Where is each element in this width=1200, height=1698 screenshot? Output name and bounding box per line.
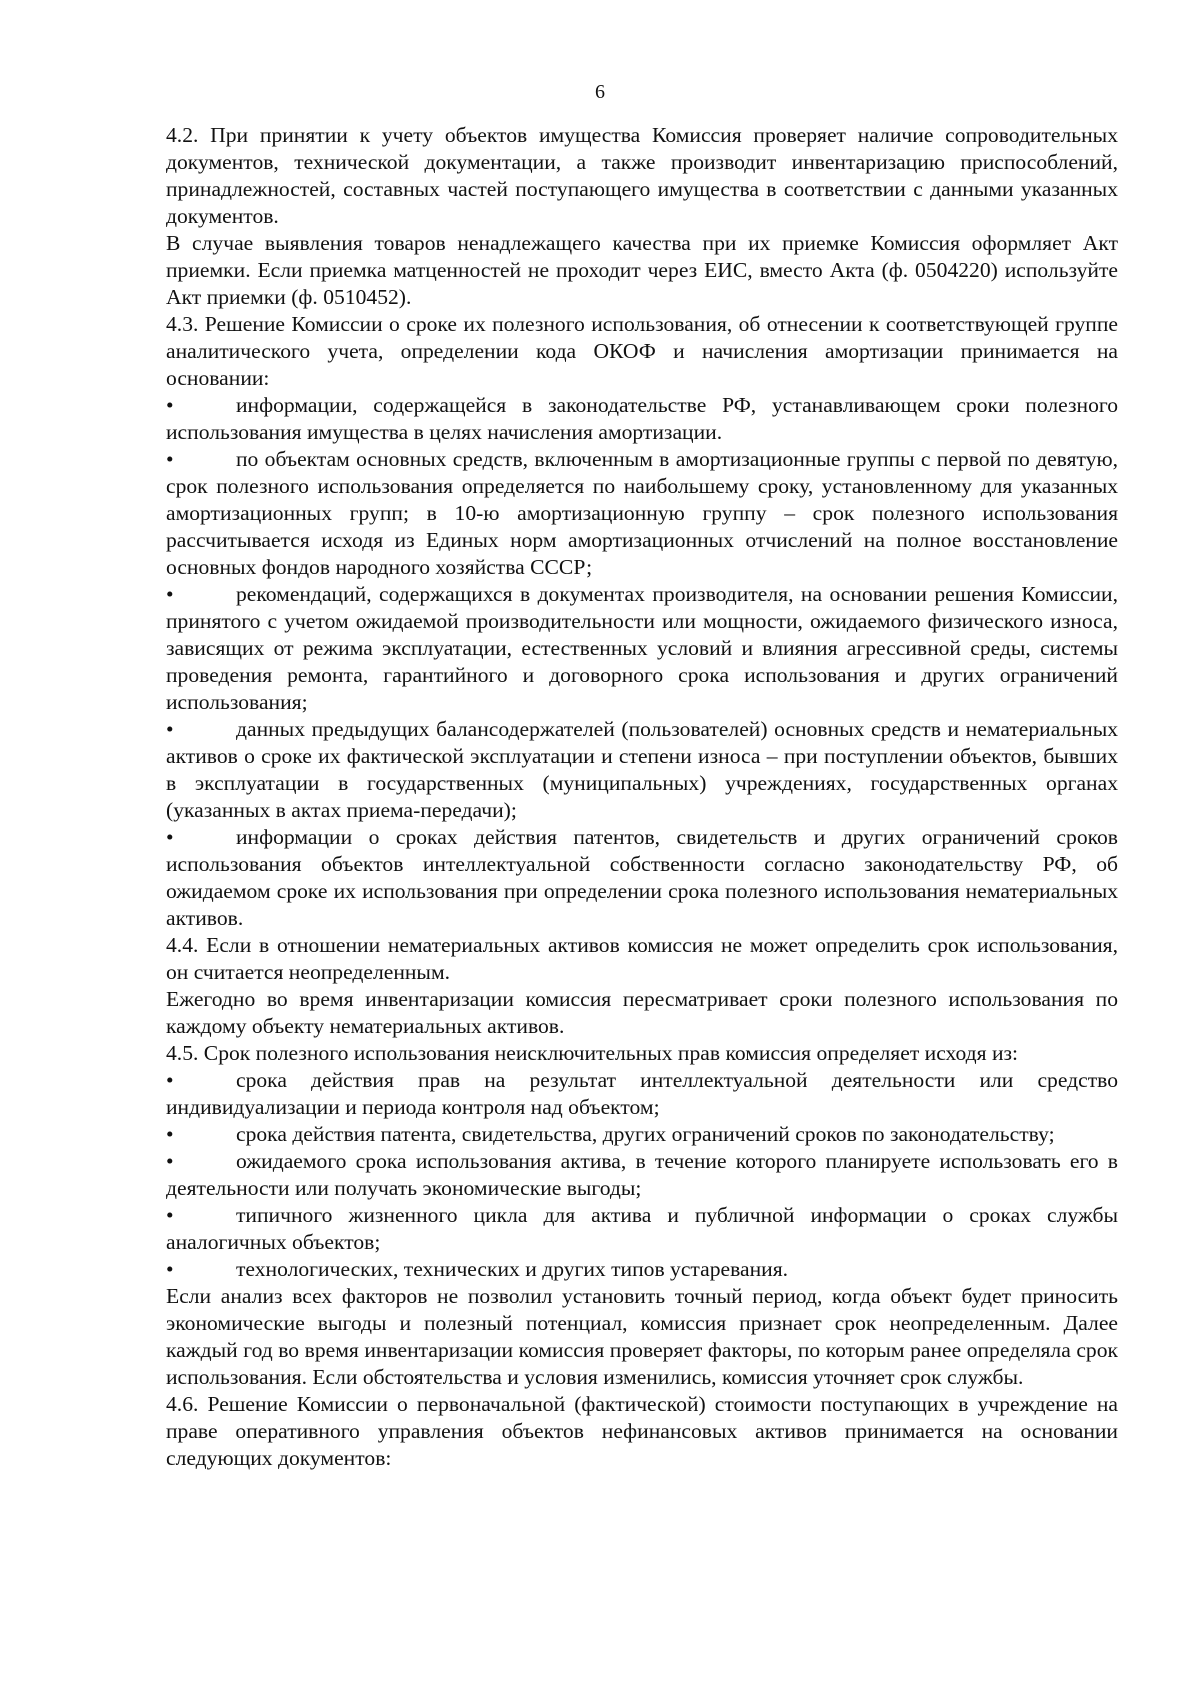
bullet-text: информации о сроках действия патентов, свидетельств и других ограничений сроков использования объектов интеллектуальной собственности согласно законодательству РФ, об ожидаемом сроке их использования при определении срока полезного использования нематериальных активов. [166,825,1118,930]
bullet-item [166,1202,1118,1256]
paragraph: В случае выявления товаров ненадлежащего качества при их приемке Комиссия оформляет Акт приемки. Если приемка матценностей не проходит через ЕИС, вместо Акта (ф. 0504220) используйте Акт приемки (ф. 0510452). [166,231,1118,309]
paragraph: 4.3. Решение Комиссии о сроке их полезного использования, об отнесении к соответствующей группе аналитического учета, определении кода ОКОФ и начисления амортизации принимается на основании: [166,312,1118,390]
bullet-text: по объектам основных средств, включенным в амортизационные группы с первой по девятую, срок полезного использования определяется по наибольшему сроку, установленному для указанных амортизационных групп; в 10-ю амортизационную группу – срок полезного использования рассчитывается исходя из Единых норм амортизационных отчислений на полное восстановление основных фондов народного хозяйства СССР; [166,447,1118,579]
bullet-marker: • [166,1257,174,1281]
bullet-text: рекомендаций, содержащихся в документах производителя, на основании решения Комиссии, принятого с учетом ожидаемой производительности или мощности, ожидаемого физического износа, зависящих от режима эксплуатации, естественных условий и влияния агрессивной среды, системы проведения ремонта, гарантийного и договорного срока использования и других ограничений использования; [166,582,1118,714]
paragraph: 4.6. Решение Комиссии о первоначальной (фактической) стоимости поступающих в учреждение на праве оперативного управления объектов нефинансовых активов принимается на основании следующих документов: [166,1392,1118,1470]
bullet-marker: • [166,1149,174,1173]
paragraph: Если анализ всех факторов не позволил установить точный период, когда объект будет приносить экономические выгоды и полезный потенциал, комиссия признает срок неопределенным. Далее каждый год во время инвентаризации комиссия проверяет факторы, по которым ранее определяла срок использования. Если обстоятельства и условия изменились, комиссия уточняет срок службы. [166,1284,1118,1389]
bullet-marker: • [166,447,174,471]
bullet-item [166,1121,1118,1148]
bullet-text: технологических, технических и других типов устаревания. [236,1257,789,1281]
bullet-marker: • [166,1203,174,1227]
paragraph: Ежегодно во время инвентаризации комиссия пересматривает сроки полезного использования по каждому объекту нематериальных активов. [166,987,1118,1038]
bullet-marker: • [166,582,174,606]
bullet-text: данных предыдущих балансодержателей (пользователей) основных средств и нематериальных активов о сроке их фактической эксплуатации и степени износа – при поступлении объектов, бывших в эксплуатации в государственных (муниципальных) учреждениях, государственных органах (указанных в актах приема-передачи); [166,717,1118,822]
bullet-text: срока действия патента, свидетельства, других ограничений сроков по законодательству; [236,1122,1055,1146]
bullet-text: ожидаемого срока использования актива, в течение которого планируете использовать его в деятельности или получать экономические выгоды; [166,1149,1118,1200]
bullet-item [166,392,1118,446]
bullet-item [166,716,1118,824]
bullet-item [166,1148,1118,1202]
bullet-text: информации, содержащейся в законодательстве РФ, устанавливающем сроки полезного использования имущества в целях начисления амортизации. [166,393,1118,444]
bullet-marker: • [166,1068,174,1092]
bullet-marker: • [166,717,174,741]
paragraph: 4.4. Если в отношении нематериальных активов комиссия не может определить срок использования, он считается неопределенным. [166,933,1118,984]
document-body [166,122,1118,1472]
bullet-marker: • [166,393,174,417]
bullet-marker: • [166,825,174,849]
page-number: 6 [595,81,605,103]
bullet-text: типичного жизненного цикла для актива и публичной информации о сроках службы аналогичных объектов; [166,1203,1118,1254]
bullet-marker: • [166,1122,174,1146]
bullet-item [166,1256,1118,1283]
bullet-text: срока действия прав на результат интеллектуальной деятельности или средство индивидуализации и периода контроля над объектом; [166,1068,1118,1119]
paragraph: 4.5. Срок полезного использования неисключительных прав комиссия определяет исходя из: [166,1041,1019,1065]
bullet-item [166,581,1118,716]
paragraph: 4.2. При принятии к учету объектов имущества Комиссия проверяет наличие сопроводительных документов, технической документации, а также производит инвентаризацию приспособлений, принадлежностей, составных частей поступающего имущества в соответствии с данными указанных документов. [166,123,1118,228]
bullet-item [166,824,1118,932]
bullet-item [166,1067,1118,1121]
bullet-item [166,446,1118,581]
